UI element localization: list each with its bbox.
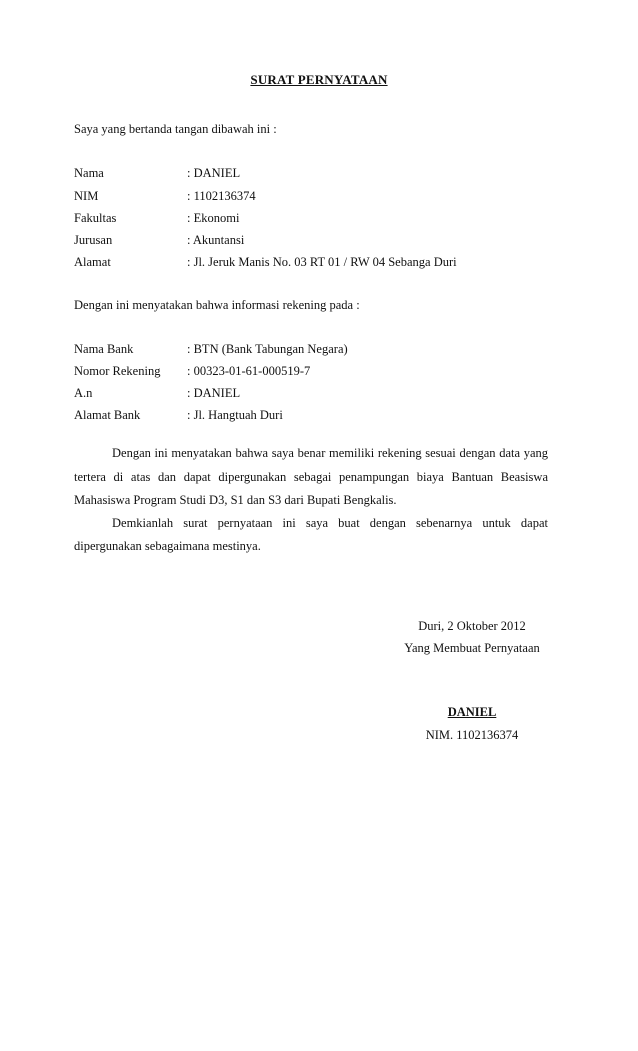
signature-place-date: Duri, 2 Oktober 2012: [418, 619, 526, 633]
bank-value: : BTN (Bank Tabungan Negara): [187, 342, 348, 356]
bank-row-nomor-rekening: [74, 364, 554, 382]
identity-label: Nama: [74, 166, 104, 180]
identity-row-nama: [74, 166, 554, 184]
signature-nim: NIM. 1102136374: [425, 728, 519, 742]
closing-line: Demkianlah surat pernyataan ini saya buat dengan sebenarnya untuk dapat: [112, 516, 548, 530]
identity-value: : 1102136374: [187, 189, 256, 203]
identity-value: : Akuntansi: [187, 233, 245, 247]
identity-row-fakultas: [74, 211, 554, 229]
bank-row-nama-bank: [74, 342, 554, 360]
bank-value: : Jl. Hangtuah Duri: [187, 408, 283, 422]
signature-role: Yang Membuat Pernyataan: [404, 641, 540, 655]
bank-label: Nomor Rekening: [74, 364, 161, 378]
identity-value: : Jl. Jeruk Manis No. 03 RT 01 / RW 04 Sebanga Duri: [187, 255, 457, 269]
document-title: SURAT PERNYATAAN: [250, 72, 388, 87]
bank-value: : 00323-01-61-000519-7: [187, 364, 311, 378]
bank-label: A.n: [74, 386, 93, 400]
closing-line: dipergunakan sebagaimana mestinya.: [74, 539, 261, 553]
identity-value: : DANIEL: [187, 166, 241, 180]
identity-label: Alamat: [74, 255, 111, 269]
identity-label: Fakultas: [74, 211, 117, 225]
identity-value: : Ekonomi: [187, 211, 240, 225]
statement-line: Mahasiswa Program Studi D3, S1 dan S3 dari Bupati Bengkalis.: [74, 493, 397, 507]
identity-label: Jurusan: [74, 233, 113, 247]
statement-line: tertera di atas dan dapat dipergunakan sebagai penampungan biaya Bantuan Beasiswa: [74, 470, 548, 484]
bank-value: : DANIEL: [187, 386, 241, 400]
signature-name: DANIEL: [447, 705, 497, 719]
bank-label: Alamat Bank: [74, 408, 141, 422]
intro-text: Saya yang bertanda tangan dibawah ini :: [74, 122, 277, 136]
identity-label: NIM: [74, 189, 99, 203]
bank-label: Nama Bank: [74, 342, 134, 356]
statement-line: Dengan ini menyatakan bahwa saya benar memiliki rekening sesuai dengan data yang: [112, 446, 548, 460]
bank-intro-text: Dengan ini menyatakan bahwa informasi rekening pada :: [74, 298, 360, 312]
bank-row-atas-nama: [74, 386, 554, 404]
identity-row-alamat: [74, 255, 554, 273]
identity-row-nim: [74, 189, 554, 207]
identity-row-jurusan: [74, 233, 554, 251]
bank-row-alamat-bank: [74, 408, 554, 426]
